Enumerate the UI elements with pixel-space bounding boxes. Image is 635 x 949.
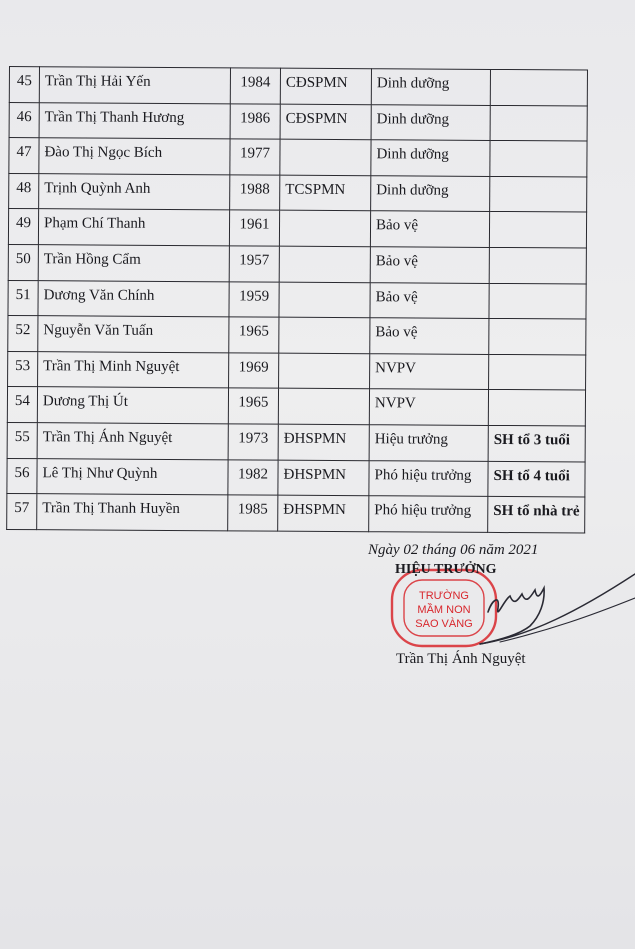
cell-qualification bbox=[279, 317, 370, 353]
cell-name: Trần Hồng Cẩm bbox=[38, 245, 229, 282]
table-row bbox=[8, 244, 586, 283]
signature-date: Ngày 02 tháng 06 năm 2021 bbox=[368, 542, 539, 558]
cell-number: 54 bbox=[7, 387, 37, 423]
cell-number: 49 bbox=[8, 209, 38, 245]
cell-name: Trần Thị Thanh Hương bbox=[39, 102, 230, 139]
cell-qualification: ĐHSPMN bbox=[278, 460, 369, 496]
cell-role: Dinh dưỡng bbox=[371, 140, 490, 176]
cell-name: Trần Thị Thanh Huyền bbox=[37, 494, 228, 531]
table-row bbox=[7, 494, 585, 533]
cell-number: 47 bbox=[9, 138, 39, 174]
cell-birth-year: 1985 bbox=[228, 495, 278, 531]
cell-number: 46 bbox=[9, 102, 39, 138]
cell-birth-year: 1984 bbox=[230, 68, 280, 104]
table-row bbox=[8, 280, 586, 319]
cell-birth-year: 1965 bbox=[228, 388, 278, 424]
cell-note bbox=[490, 141, 587, 177]
cell-number: 56 bbox=[7, 458, 37, 494]
cell-qualification bbox=[279, 246, 370, 282]
cell-name: Lê Thị Như Quỳnh bbox=[37, 458, 228, 495]
cell-role: Bảo vệ bbox=[370, 211, 489, 247]
staff-table-body bbox=[7, 67, 588, 533]
cell-role: NVPV bbox=[369, 389, 488, 425]
cell-note: SH tổ 3 tuổi bbox=[488, 425, 585, 461]
cell-qualification: TCSPMN bbox=[280, 175, 371, 211]
cell-number: 48 bbox=[9, 173, 39, 209]
cell-note bbox=[489, 354, 586, 390]
cell-number: 53 bbox=[8, 351, 38, 387]
table-row bbox=[9, 173, 587, 212]
table-row bbox=[9, 102, 587, 141]
cell-qualification: CĐSPMN bbox=[280, 68, 371, 104]
table-row bbox=[8, 209, 586, 248]
table-row bbox=[9, 138, 587, 177]
cell-birth-year: 1977 bbox=[230, 139, 280, 175]
table-row bbox=[7, 422, 585, 461]
cell-number: 51 bbox=[8, 280, 38, 316]
cell-role: Phó hiệu trưởng bbox=[369, 460, 488, 496]
table-row bbox=[7, 387, 585, 426]
cell-role: Phó hiệu trưởng bbox=[369, 496, 488, 532]
cell-note bbox=[489, 247, 586, 283]
cell-role: Bảo vệ bbox=[370, 282, 489, 318]
cell-number: 52 bbox=[8, 316, 38, 352]
cell-role: Hiệu trưởng bbox=[369, 425, 488, 461]
cell-role: Bảo vệ bbox=[370, 318, 489, 354]
cell-number: 45 bbox=[9, 67, 39, 103]
cell-birth-year: 1959 bbox=[229, 281, 279, 317]
cell-birth-year: 1965 bbox=[229, 317, 279, 353]
cell-name: Trịnh Quỳnh Anh bbox=[39, 173, 230, 210]
cell-birth-year: 1986 bbox=[230, 103, 280, 139]
cell-birth-year: 1969 bbox=[229, 353, 279, 389]
cell-note bbox=[489, 212, 586, 248]
cell-qualification: CĐSPMN bbox=[280, 104, 371, 140]
signature-title: HIỆU TRƯỞNG bbox=[395, 562, 497, 577]
cell-name: Dương Văn Chính bbox=[38, 280, 229, 317]
cell-note bbox=[490, 105, 587, 141]
cell-qualification bbox=[279, 353, 370, 389]
cell-role: Dinh dưỡng bbox=[371, 104, 490, 140]
handwritten-signature bbox=[440, 560, 635, 660]
cell-note bbox=[490, 69, 587, 105]
cell-name: Nguyễn Văn Tuấn bbox=[38, 316, 229, 353]
cell-number: 55 bbox=[7, 422, 37, 458]
cell-note: SH tổ 4 tuổi bbox=[488, 461, 585, 497]
staff-table bbox=[6, 66, 588, 533]
cell-qualification bbox=[279, 211, 370, 247]
cell-name: Phạm Chí Thanh bbox=[38, 209, 229, 246]
table-row bbox=[7, 458, 585, 497]
cell-birth-year: 1973 bbox=[228, 424, 278, 460]
cell-role: Dinh dưỡng bbox=[371, 175, 490, 211]
cell-note bbox=[490, 176, 587, 212]
cell-role: NVPV bbox=[370, 353, 489, 389]
cell-name: Trần Thị Ánh Nguyệt bbox=[37, 423, 228, 460]
cell-name: Trần Thị Minh Nguyệt bbox=[38, 351, 229, 388]
cell-qualification bbox=[280, 139, 371, 175]
cell-name: Dương Thị Út bbox=[37, 387, 228, 424]
signer-name: Trần Thị Ánh Nguyệt bbox=[396, 651, 526, 667]
cell-birth-year: 1961 bbox=[229, 210, 279, 246]
cell-qualification bbox=[279, 282, 370, 318]
cell-name: Đào Thị Ngọc Bích bbox=[39, 138, 230, 175]
cell-birth-year: 1957 bbox=[229, 246, 279, 282]
table-row bbox=[9, 67, 587, 106]
cell-role: Bảo vệ bbox=[370, 247, 489, 283]
cell-qualification: ĐHSPMN bbox=[278, 424, 369, 460]
cell-note bbox=[488, 390, 585, 426]
stamp-line-3: SAO VÀNG bbox=[415, 618, 473, 630]
cell-birth-year: 1988 bbox=[230, 175, 280, 211]
cell-note: SH tổ nhà trẻ bbox=[488, 497, 585, 533]
stamp-line-2: MẦM NON bbox=[417, 604, 471, 616]
cell-number: 57 bbox=[7, 494, 37, 530]
cell-note bbox=[489, 319, 586, 355]
table-row bbox=[8, 316, 586, 355]
cell-role: Dinh dưỡng bbox=[371, 69, 490, 105]
cell-birth-year: 1982 bbox=[228, 459, 278, 495]
cell-number: 50 bbox=[8, 244, 38, 280]
stamp-line-1: TRƯỜNG bbox=[419, 590, 469, 602]
cell-name: Trần Thị Hải Yến bbox=[39, 67, 230, 104]
table-row bbox=[8, 351, 586, 390]
cell-note bbox=[489, 283, 586, 319]
cell-qualification bbox=[278, 388, 369, 424]
cell-qualification: ĐHSPMN bbox=[278, 495, 369, 531]
